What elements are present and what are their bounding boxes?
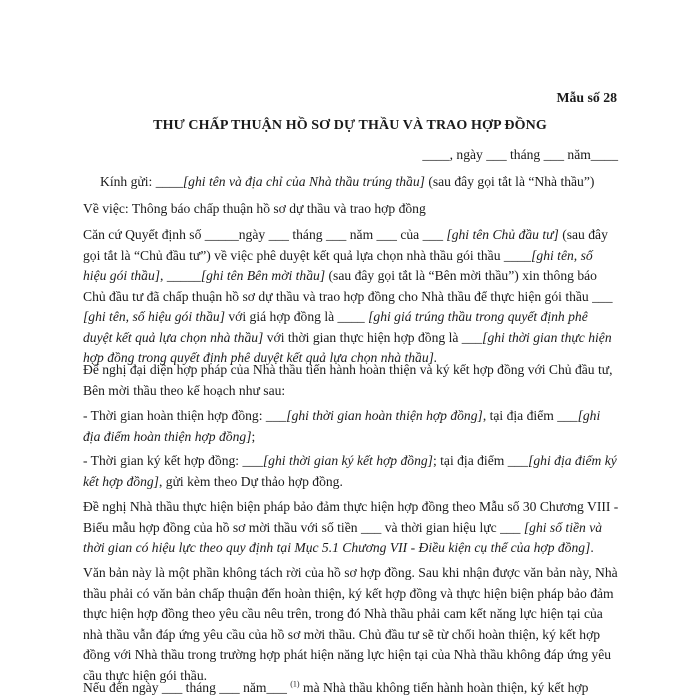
b1-text-2: , tại địa điểm ___ [482,408,578,423]
form-number: Mẫu số 28 [556,90,617,105]
p3-text-2: . [590,540,594,555]
paragraph-integral: Văn bản này là một phần không tách rời của hồ sơ hợp đồng. Sau khi nhận được văn bản này, Nhà thầu phải có văn bản chấp thuận đến hoàn thiện, ký kết hợp đồng và thực hiện biện pháp bảo đảm thực hiện hợp đồng theo yêu cầu nêu trên, trong đó Nhà thầu phải cam kết năng lực hiện tại của nhà thầu vẫn đáp ứng yêu cầu của hồ sơ mời thầu. Chủ đầu tư sẽ từ chối hoàn thiện, ký kết hợp đồng với Nhà thầu trong trường hợp phát hiện năng lực hiện tại của Nhà thầu không đáp ứng yêu cầu thực hiện gói thầu. [83,565,618,683]
bullet-signing [83,451,617,492]
b1-text-3: ; [251,428,256,444]
p1-placeholder-2: [ghi tên, số hiệu gói thầu] [83,247,593,283]
p1-text-4: (sau đây gọi tắt là “Bên mời thầu”) xin thông báo Chủ đầu tư đã chấp thuận hồ sơ dự thầu và trao hợp đồng cho Nhà thầu để thực hiện gói thầu ___ [83,268,613,304]
p1-placeholder-1: [ghi tên Chủ đầu tư] [446,227,559,242]
subject-line: Về việc: Thông báo chấp thuận hồ sơ dự thầu và trao hợp đồng [83,201,426,216]
p1-text-1: Căn cứ Quyết định số _____ngày ___ tháng ___ năm ___ của ___ [83,227,447,242]
p5-text-1: Nếu đến ngày ___ tháng ___ năm___ [83,680,291,695]
paragraph-deadline [83,678,617,699]
addressee-prefix: Kính gửi: ____ [100,174,183,189]
p1-placeholder-3: [ghi tên Bên mời thầu] [200,268,326,283]
p5-text-2: mà Nhà thầu không tiến hành hoàn thiện, ký kết hợp [299,680,589,695]
b1-placeholder-2: [ghi địa điểm hoàn thiện hợp đồng] [83,408,601,444]
p3-text-1: Đề nghị Nhà thầu thực hiện biện pháp bảo đảm thực hiện hợp đồng theo Mẫu số 30 Chương VIII - Biểu mẫu hợp đồng của hồ sơ mời thầu với số tiền ___ và thời gian hiệu lực ___ [83,499,619,535]
p1-text-2: (sau đây gọi tắt là “Chủ đầu tư”) về việc phê duyệt kết quả lựa chọn nhà thầu gói thầu ____ [83,227,608,263]
addressee-placeholder: [ghi tên và địa chỉ của Nhà thầu trúng thầu] [182,174,425,189]
b1-placeholder-1: [ghi thời gian hoàn thiện hợp đồng] [286,408,483,423]
addressee-suffix: (sau đây gọi tắt là “Nhà thầu”) [424,174,595,189]
addressee-line [100,172,620,193]
p1-text-6: với thời gian thực hiện hợp đồng là ___ [263,329,483,345]
p1-placeholder-6: [ghi thời gian thực hiện hợp đồng trong quyết định phê duyệt kết quả lựa chọn nhà thầu]. [83,329,612,365]
date-line: ____, ngày ___ tháng ___ năm____ [422,147,618,162]
letter-title: THƯ CHẤP THUẬN HỒ SƠ DỰ THẦU VÀ TRAO HỢP ĐỒNG [153,118,547,133]
paragraph-request: Đề nghị đại diện hợp pháp của Nhà thầu tiến hành hoàn thiện và ký kết hợp đồng với Chủ đầu tư, Bên mời thầu theo kế hoạch như sau: [83,362,613,398]
b2-text-1: - Thời gian ký kết hợp đồng: ___ [83,453,263,468]
footnote-marker: (1) [290,679,300,689]
p3-placeholder-1: [ghi số tiền và thời gian có hiệu lực theo quy định tại Mục 5.1 Chương VII - Điều kiện cụ thể của hợp đồng] [83,519,603,555]
p1-placeholder-4: [ghi tên, số hiệu gói thầu] [83,309,225,324]
paragraph-decision [83,225,619,369]
p1-text-3: , _____ [160,268,201,283]
b2-text-2: ; tại địa điểm ___ [432,453,529,468]
b2-placeholder-1: [ghi thời gian ký kết hợp đồng] [262,453,433,468]
paragraph-guarantee [83,497,619,559]
b1-text-1: - Thời gian hoàn thiện hợp đồng: ___ [83,408,287,423]
b2-placeholder-2: [ghi địa điểm ký kết hợp đồng] [83,453,617,489]
bullet-completion [83,406,617,447]
p1-placeholder-5: [ghi giá trúng thầu trong quyết định phê duyệt kết quả lựa chọn nhà thầu] [83,309,588,345]
b2-text-3: , gửi kèm theo Dự thảo hợp đồng. [158,473,343,489]
p1-text-5: với giá hợp đồng là ____ [224,309,369,324]
